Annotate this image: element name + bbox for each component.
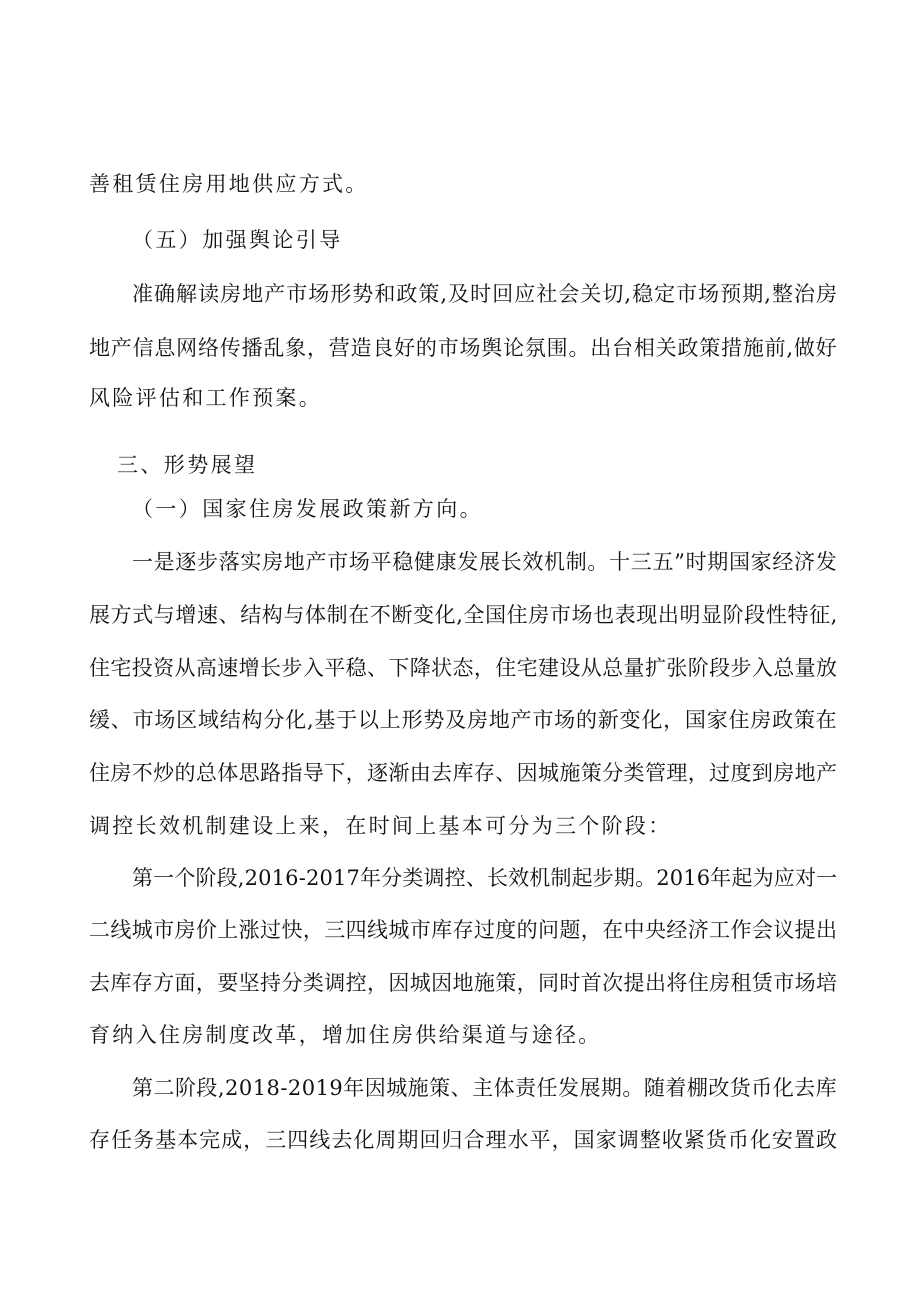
paragraph-line: 善租赁住房用地供应方式。 [89, 172, 369, 196]
paragraph-line: 存任务基本完成，三四线去化周期回归合理水平，国家调整收紧货币化安置政 [89, 1128, 839, 1152]
paragraph-line: 风险评估和工作预案。 [89, 386, 322, 410]
paragraph-line: 准确解读房地产市场形势和政策,及时回应社会关切,稳定市场预期,整治房 [132, 282, 839, 306]
paragraph-line: 去库存方面，要坚持分类调控，因城因地施策，同时首次提出将住房租赁市场培 [89, 971, 838, 995]
paragraph-line: 缓、市场区域结构分化,基于以上形势及房地产市场的新变化，国家住房政策在 [89, 708, 838, 732]
paragraph-line: 一是逐步落实房地产市场平稳健康发展长效机制。十三五”时期国家经济发 [132, 550, 838, 574]
paragraph-line: 住宅投资从高速增长步入平稳、下降状态，住宅建设从总量扩张阶段步入总量放 [89, 656, 838, 680]
chapter-heading: 三、形势展望 [117, 453, 258, 477]
paragraph-line: 二线城市房价上涨过快，三四线城市库存过度的问题，在中央经济工作会议提出 [89, 918, 838, 942]
paragraph-line: 调控长效机制建设上来，在时间上基本可分为三个阶段： [89, 814, 672, 838]
section-heading: （一）国家住房发展政策新方向。 [132, 497, 483, 521]
paragraph-line: 住房不炒的总体思路指导下，逐渐由去库存、因城施策分类管理，过度到房地产 [89, 761, 838, 785]
paragraph-line: 第二阶段,2018-2019年因城施策、主体责任发展期。随着棚改货币化去库 [132, 1076, 838, 1100]
paragraph-line: 第一个阶段,2016-2017年分类调控、长效机制起步期。2016年起为应对一 [132, 866, 838, 890]
paragraph-line: 地产信息网络传播乱象，营造良好的市场舆论氛围。出台相关政策措施前,做好 [89, 336, 838, 360]
paragraph-line: 育纳入住房制度改革，增加住房供给渠道与途径。 [89, 1023, 602, 1047]
paragraph-line: 展方式与增速、结构与体制在不断变化,全国住房市场也表现出明显阶段性特征, [89, 603, 838, 627]
section-heading: （五）加强舆论引导 [132, 228, 343, 252]
